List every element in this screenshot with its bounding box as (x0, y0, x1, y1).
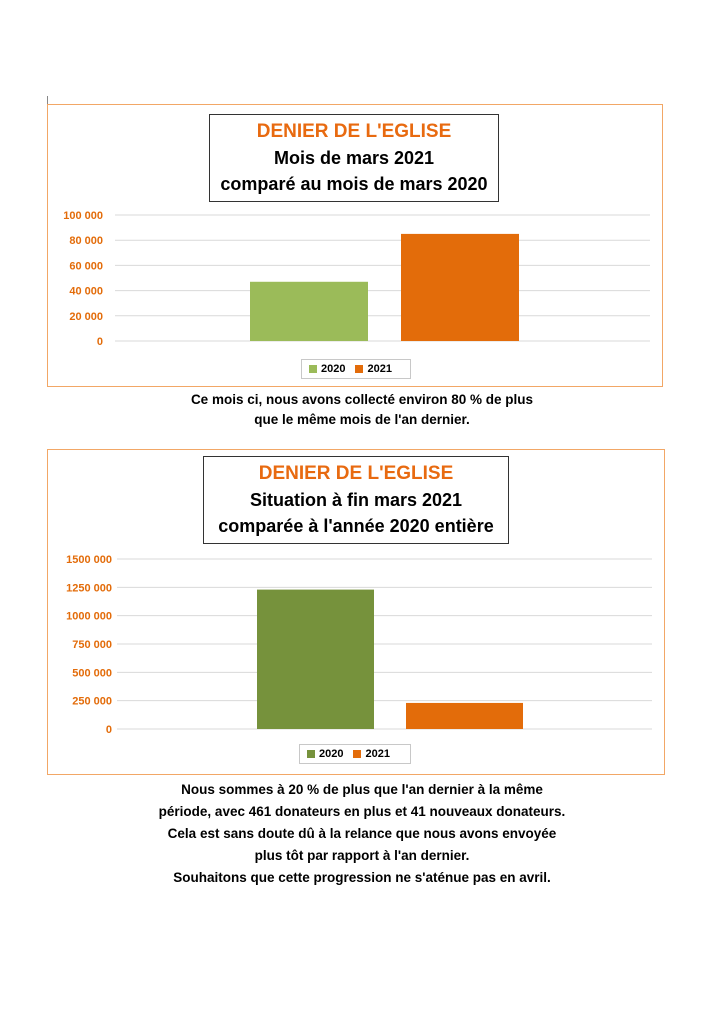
caption-2-line-5: Souhaitons que cette progression ne s'aténue pas en avril. (173, 870, 551, 885)
chart-2-legend-item-2021 (353, 748, 389, 760)
chart-2-legend-label-2021: 2021 (365, 748, 390, 760)
chart-1-subtitle-line-1: Mois de mars 2021 (273, 148, 435, 168)
chart-2-legend-swatch-2021 (353, 750, 361, 758)
chart-1-plot (48, 105, 664, 388)
chart-1-legend-label-2020: 2020 (321, 363, 346, 375)
chart-1-ytick-label-1: 20 000 (69, 310, 103, 323)
chart-2-ytick-label-4: 1000 000 (66, 610, 112, 623)
chart-2-subtitle-line-1: Situation à fin mars 2021 (249, 490, 463, 510)
chart-1-ytick-label-0: 0 (96, 336, 103, 348)
chart-2-legend-label-2020: 2020 (319, 748, 344, 760)
chart-2-subtitle-line-2: comparée à l'année 2020 entière (218, 516, 494, 536)
chart-1-subtitle-line-2: comparé au mois de mars 2020 (220, 174, 488, 194)
chart-2-ytick-label-6: 1500 000 (66, 554, 112, 566)
chart-1-ytick-label-2: 40 000 (69, 285, 103, 298)
chart-1-legend-label-2021: 2021 (367, 363, 392, 375)
chart-2-ytick-label-1: 250 000 (72, 695, 112, 708)
caption-2-line-3: Cela est sans doute dû à la relance que nous avons envoyée (167, 826, 557, 841)
caption-2-line-1: Nous sommes à 20 % de plus que l'an dernier à la même (181, 782, 543, 797)
chart-2-ytick-label-5: 1250 000 (66, 582, 112, 595)
chart-2-ytick-label-0: 0 (105, 724, 112, 736)
chart-2-bar-2021 (406, 703, 523, 729)
chart-1-ytick-label-3: 60 000 (69, 260, 103, 273)
caption-1 (0, 390, 724, 430)
chart-1 (47, 104, 663, 387)
chart-2-legend-swatch-2020 (307, 750, 315, 758)
chart-1-legend (301, 359, 411, 379)
caption-2 (0, 779, 724, 889)
chart-2-ytick-label-2: 500 000 (72, 667, 112, 680)
caption-1-line-2: que le même mois de l'an dernier. (254, 412, 470, 427)
chart-1-legend-swatch-2021 (355, 365, 363, 373)
caption-1-line-1: Ce mois ci, nous avons collecté environ 80 % de plus (190, 392, 534, 407)
corner-mark (47, 96, 48, 104)
chart-1-bar-2021 (401, 234, 519, 341)
caption-2-line-2: période, avec 461 donateurs en plus et 41 nouveaux donateurs. (158, 804, 566, 819)
chart-2 (47, 449, 665, 775)
chart-2-title: DENIER DE L'EGLISE (258, 463, 454, 484)
caption-2-line-4: plus tôt par rapport à l'an dernier. (254, 848, 470, 863)
chart-2-legend-item-2020 (307, 748, 343, 760)
chart-1-title: DENIER DE L'EGLISE (256, 121, 452, 142)
chart-2-ytick-label-3: 750 000 (72, 639, 112, 651)
chart-1-ytick-label-4: 80 000 (69, 235, 103, 248)
chart-1-ytick-label-5: 100 000 (63, 210, 103, 222)
chart-1-legend-item-2020 (309, 363, 345, 375)
chart-1-legend-swatch-2020 (309, 365, 317, 373)
chart-2-plot (48, 450, 666, 776)
chart-1-bar-2020 (250, 282, 368, 341)
chart-2-bar-2020 (257, 590, 374, 729)
chart-2-legend (299, 744, 411, 764)
chart-1-legend-item-2021 (355, 363, 391, 375)
